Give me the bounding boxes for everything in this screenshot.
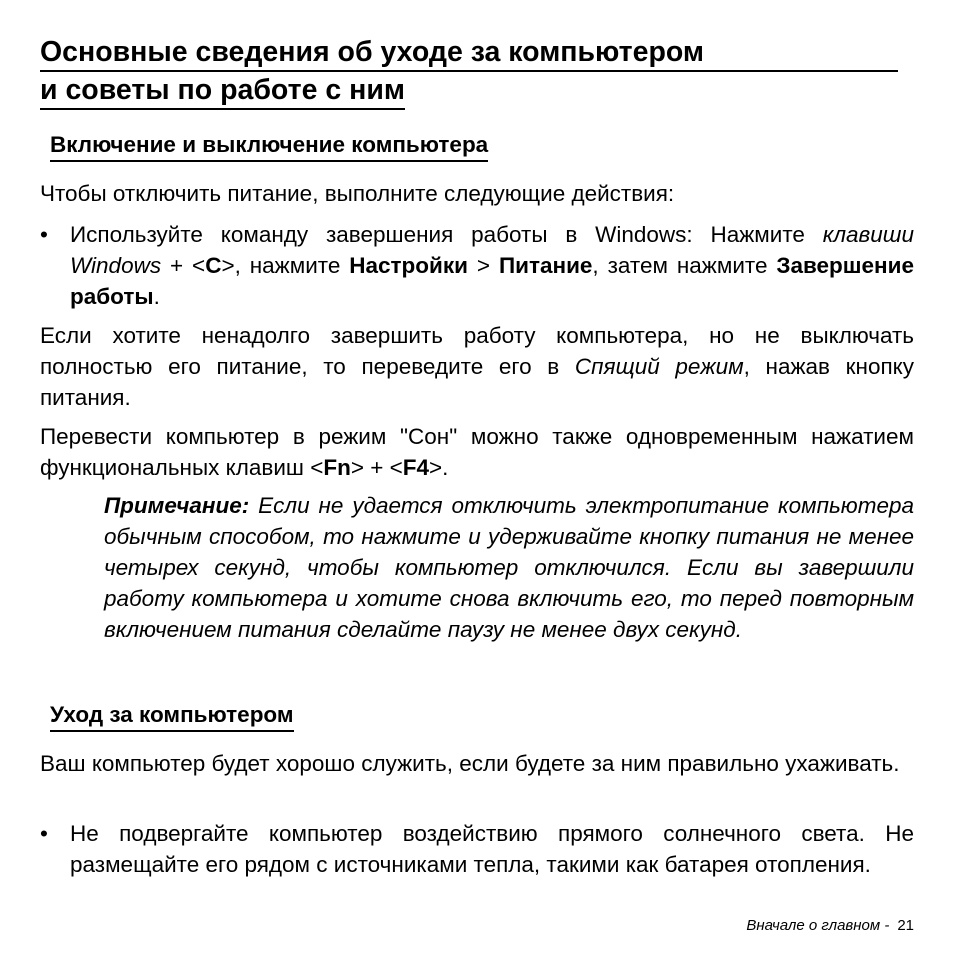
page-footer xyxy=(746,917,914,934)
power-intro: Чтобы отключить питание, выполните следующие действия: xyxy=(40,181,675,206)
bullet-icon: • xyxy=(40,821,48,846)
sleep-paragraph: Если хотите ненадолго завершить работу компьютера, но не выключать полностью его питание, то переведите его в Спящий режим, нажав кнопку питания. xyxy=(40,323,914,410)
section-heading-care: Уход за компьютером xyxy=(50,700,294,732)
note-label: Примечание: xyxy=(104,493,250,518)
list-item-sunlight xyxy=(40,818,914,880)
bullet-icon: • xyxy=(40,222,48,247)
section-heading-power: Включение и выключение компьютера xyxy=(50,130,488,162)
list-item-shutdown xyxy=(40,219,914,312)
page-number: 21 xyxy=(897,917,914,934)
care-intro: Ваш компьютер будет хорошо служить, если будете за ним правильно ухаживать. xyxy=(40,751,900,776)
page-title-line2: и советы по работе с ним xyxy=(40,72,405,110)
footer-section: Вначале о главном - xyxy=(746,917,890,934)
fn-paragraph: Перевести компьютер в режим "Сон" можно также одновременным нажатием функциональных клавиш <Fn> + <F4>. xyxy=(40,424,914,480)
page-title xyxy=(40,34,898,110)
page-title-line1: Основные сведения об уходе за компьютером xyxy=(40,34,898,72)
sunlight-instruction: Не подвергайте компьютер воздействию прямого солнечного света. Не размещайте его рядом с источниками тепла, такими как батарея отопления. xyxy=(70,821,914,877)
note-block: Примечание: Если не удается отключить электропитание компьютера обычным способом, то нажмите и удерживайте кнопку питания не менее четырех секунд, чтобы компьютер отключился. Если вы завершили работу компьютера и хотите снова включить его, то перед повторным включением питания сделайте паузу не менее двух секунд. xyxy=(104,493,914,642)
shutdown-instruction: Используйте команду завершения работы в Windows: Нажмите клавиши Windows + <C>, нажмите Настройки > Питание, затем нажмите Завершение работы. xyxy=(70,222,914,309)
